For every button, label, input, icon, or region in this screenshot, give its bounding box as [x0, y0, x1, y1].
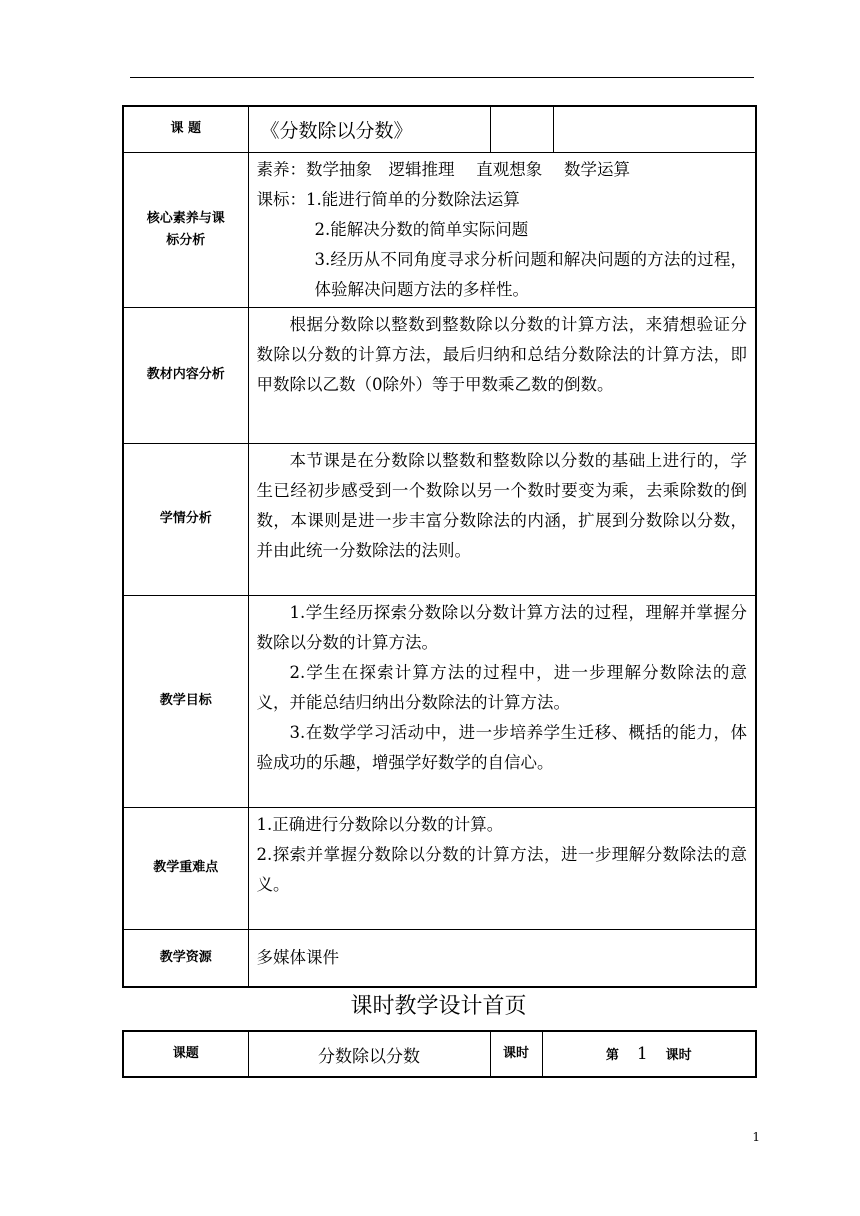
material-text: 根据分数除以整数到整数除以分数的计算方法，来猜想验证分数除以分数的计算方法，最后归纳和总结分数除法的计算方法，即甲数除以乙数（0除外）等于甲数乘乙数的倒数。 [256, 314, 747, 394]
core-literacy-text: 素养：数学抽象 逻辑推理 直观想象 数学运算 [256, 159, 630, 179]
key-point-item: 2.探索并掌握分数除以分数的计算方法，进一步理解分数除法的意义。 [256, 844, 747, 894]
topic-title: 《分数除以分数》 [248, 106, 490, 152]
standards-third: 3.经历从不同角度寻求分析问题和解决问题的方法的过程，体验解决问题方法的多样性。 [314, 249, 747, 299]
standards-second: 2.能解决分数的简单实际问题 [314, 219, 529, 239]
material-label: 教材内容分析 [123, 307, 248, 443]
key-points-content [248, 807, 756, 929]
empty-cell [490, 106, 553, 152]
topic-row [123, 106, 756, 152]
material-row [123, 307, 756, 443]
resource-row [123, 929, 756, 987]
key-points-label: 教学重难点 [123, 807, 248, 929]
student-text: 本节课是在分数除以整数和整数除以分数的基础上进行的，学生已经初步感受到一个数除以另一个数时要变为乘，去乘除数的倒数，本课则是进一步丰富分数除法的内涵，扩展到分数除以分数，并由此统一分数除法的法则。 [256, 450, 747, 560]
section-title: 课时教学设计首页 [350, 994, 527, 1019]
header-rule [130, 77, 754, 78]
first-topic-value: 分数除以分数 [248, 1031, 490, 1077]
student-label: 学情分析 [123, 443, 248, 595]
period-suffix: 课时 [665, 1048, 692, 1063]
page-number: 1 [752, 1130, 760, 1144]
first-page-table [122, 1030, 757, 1078]
resource-label: 教学资源 [123, 929, 248, 987]
core-literacy-row [123, 152, 756, 307]
first-page-row [123, 1031, 756, 1077]
period-label: 课时 [490, 1031, 542, 1077]
student-row [123, 443, 756, 595]
resource-content [248, 929, 756, 987]
period-value [542, 1031, 756, 1077]
lesson-plan-table [122, 105, 757, 988]
resource-text: 多媒体课件 [256, 947, 339, 967]
student-content [248, 443, 756, 595]
period-prefix: 第 [605, 1048, 619, 1063]
goals-content [248, 595, 756, 807]
topic-label: 课 题 [123, 106, 248, 152]
material-content [248, 307, 756, 443]
core-literacy-label: 核心素养与课标分析 [123, 152, 248, 307]
empty-cell [553, 106, 756, 152]
period-number: 1 [636, 1044, 648, 1064]
goal-item: 3.在数学学习活动中，进一步培养学生迁移、概括的能力，体验成功的乐趣，增强学好数学的自信心。 [256, 722, 747, 772]
core-literacy-content [248, 152, 756, 307]
goals-row [123, 595, 756, 807]
key-point-item: 1.正确进行分数除以分数的计算。 [256, 814, 504, 834]
goal-item: 1.学生经历探索分数除以分数计算方法的过程，理解并掌握分数除以分数的计算方法。 [256, 602, 747, 652]
goal-item: 2.学生在探索计算方法的过程中，进一步理解分数除法的意义，并能总结归纳出分数除法的计算方法。 [256, 662, 747, 712]
first-topic-label: 课题 [123, 1031, 248, 1077]
standards-first: 课标：1.能进行简单的分数除法运算 [256, 189, 520, 209]
key-points-row [123, 807, 756, 929]
goals-label: 教学目标 [123, 595, 248, 807]
